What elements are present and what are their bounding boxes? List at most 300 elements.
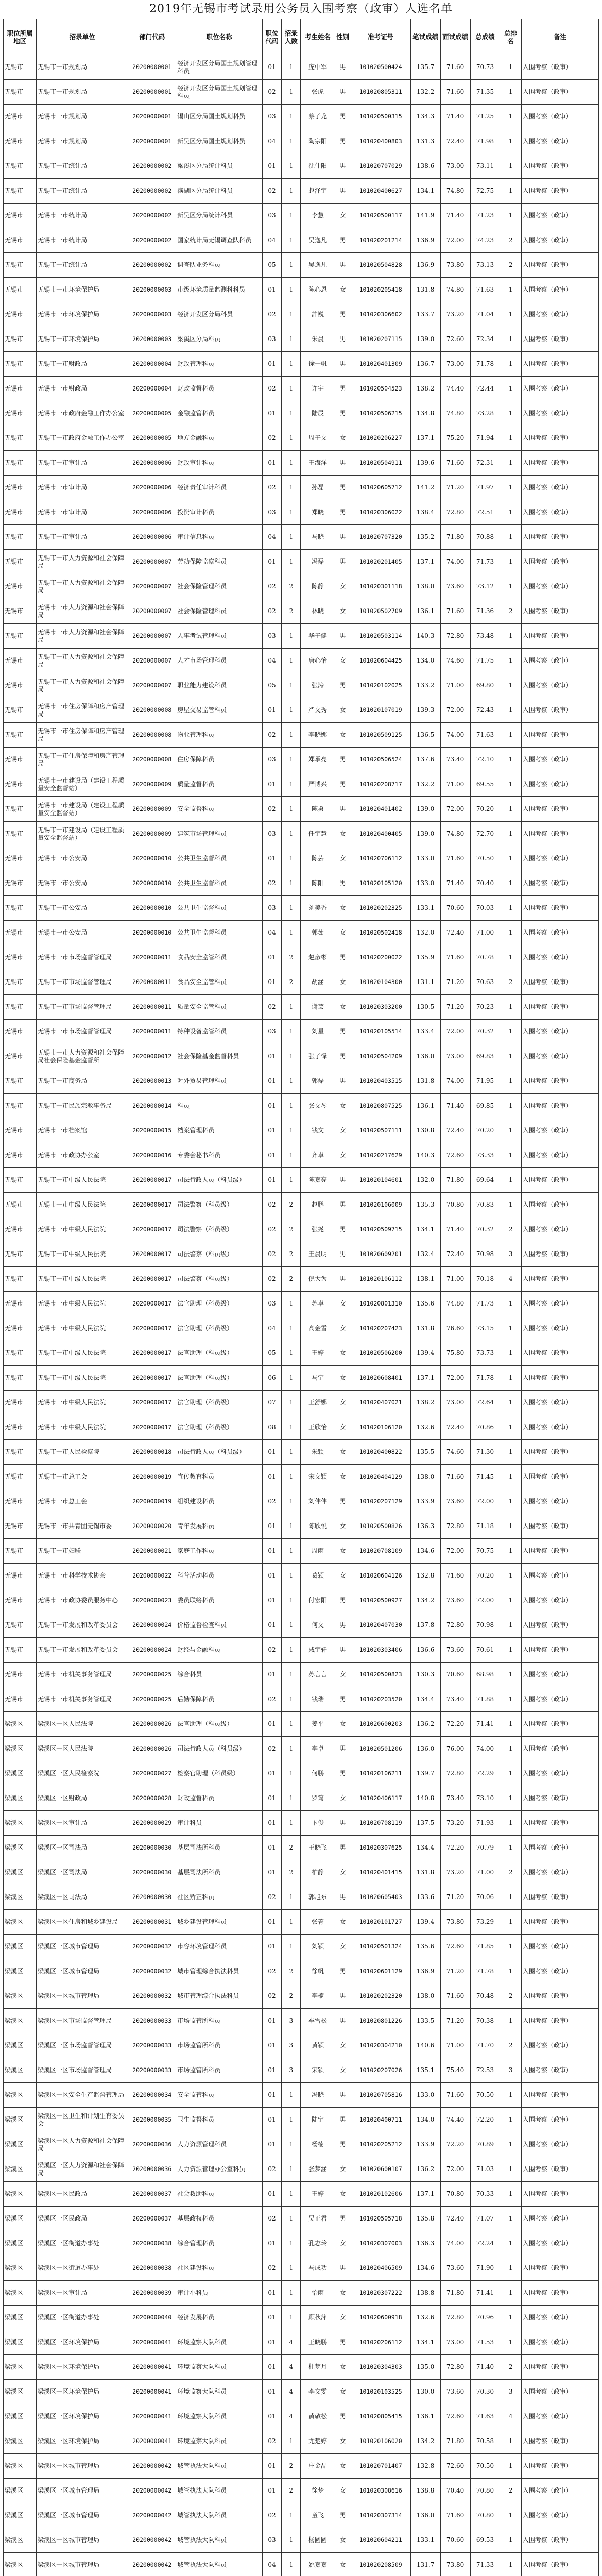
cell-gender: 女	[335, 574, 351, 599]
cell-region: 无锡市	[4, 1267, 37, 1292]
cell-region: 梁溪区	[4, 2553, 37, 2576]
cell-total-score: 69.80	[470, 673, 500, 698]
cell-rank: 1	[500, 1366, 521, 1391]
cell-total-score: 71.25	[470, 105, 500, 129]
cell-region: 无锡市	[4, 278, 37, 302]
cell-exam-id: 101020104300	[351, 970, 410, 995]
cell-dept-code: 20200000042	[128, 2454, 176, 2479]
cell-rank: 1	[500, 2553, 521, 2576]
cell-remark: 入围考察（政审）	[521, 797, 598, 822]
cell-position: 劳动保障监察科员	[176, 550, 263, 574]
cell-name: 罗筠	[301, 1786, 335, 1811]
cell-name: 马宁	[301, 1366, 335, 1391]
cell-remark: 入围考察（政审）	[521, 2132, 598, 2157]
cell-remark: 入围考察（政审）	[521, 970, 598, 995]
cell-name: 朱颖	[301, 1440, 335, 1465]
cell-exam-id: 101020500927	[351, 1588, 410, 1613]
table-row	[4, 1366, 599, 1391]
cell-dept-code: 20200000008	[128, 748, 176, 772]
cell-unit: 梁溪区一区城市管理局	[37, 2553, 128, 2576]
cell-position: 档案管理科员	[176, 1118, 263, 1143]
cell-region: 无锡市	[4, 1069, 37, 1094]
cell-written-score: 134.1	[410, 179, 440, 204]
cell-rank: 1	[500, 1044, 521, 1069]
cell-remark: 入围考察（政审）	[521, 1242, 598, 1267]
cell-gender: 女	[335, 1341, 351, 1366]
cell-unit: 无锡市一市发展和改革委员会	[37, 1613, 128, 1638]
cell-rank: 1	[500, 377, 521, 401]
cell-region: 无锡市	[4, 1020, 37, 1044]
cell-name: 王晓鹏	[301, 2330, 335, 2355]
cell-gender: 女	[335, 1465, 351, 1489]
cell-total-score: 72.31	[470, 451, 500, 476]
table-row	[4, 1118, 599, 1143]
cell-unit: 无锡市一市人力资源和社会保障局	[37, 550, 128, 574]
cell-exam-id: 101020506200	[351, 1341, 410, 1366]
cell-position-code: 01	[262, 55, 281, 80]
cell-gender: 男	[335, 1687, 351, 1712]
cell-rank: 1	[500, 302, 521, 327]
cell-rank: 1	[500, 129, 521, 154]
cell-exam-id: 101020503114	[351, 624, 410, 649]
cell-exam-id: 101020401415	[351, 1860, 410, 1885]
cell-unit: 梁溪区一区街道办事处	[37, 2306, 128, 2330]
cell-exam-id: 101020106120	[351, 1415, 410, 1440]
cell-rank: 1	[500, 673, 521, 698]
cell-region: 无锡市	[4, 797, 37, 822]
cell-interview-score: 73.00	[440, 352, 470, 377]
cell-exam-id: 101020102606	[351, 2182, 410, 2207]
cell-quota: 1	[282, 401, 301, 426]
cell-remark: 入围考察（政审）	[521, 574, 598, 599]
cell-dept-code: 20200000006	[128, 525, 176, 550]
cell-position-code: 03	[262, 204, 281, 228]
cell-remark: 入围考察（政审）	[521, 1712, 598, 1737]
cell-name: 许宇	[301, 377, 335, 401]
cell-written-score: 134.4	[410, 1836, 440, 1860]
cell-gender: 男	[335, 1811, 351, 1836]
cell-region: 梁溪区	[4, 1860, 37, 1885]
cell-position: 质量监督科员	[176, 772, 263, 797]
cell-dept-code: 20200000010	[128, 921, 176, 945]
table-row	[4, 352, 599, 377]
cell-total-score: 71.41	[470, 1712, 500, 1737]
cell-dept-code: 20200000028	[128, 1786, 176, 1811]
cell-rank: 1	[500, 772, 521, 797]
cell-dept-code: 20200000026	[128, 1712, 176, 1737]
cell-remark: 入围考察（政审）	[521, 1786, 598, 1811]
cell-region: 梁溪区	[4, 2528, 37, 2553]
cell-dept-code: 20200000002	[128, 154, 176, 179]
cell-total-score: 70.80	[470, 2503, 500, 2528]
cell-total-score: 69.64	[470, 1168, 500, 1193]
cell-region: 梁溪区	[4, 2108, 37, 2132]
cell-dept-code: 20200000036	[128, 2132, 176, 2157]
cell-gender: 男	[335, 55, 351, 80]
cell-rank: 1	[500, 1465, 521, 1489]
cell-rank: 1	[500, 1663, 521, 1687]
cell-unit: 梁溪区一区城市管理局	[37, 1935, 128, 1959]
cell-position-code: 01	[262, 970, 281, 995]
cell-written-score: 139.4	[410, 1910, 440, 1935]
cell-rank: 1	[500, 723, 521, 748]
cell-unit: 梁溪区一区环境保护局	[37, 2429, 128, 2454]
cell-region: 梁溪区	[4, 2404, 37, 2429]
cell-gender: 男	[335, 2503, 351, 2528]
cell-dept-code: 20200000013	[128, 1069, 176, 1094]
cell-unit: 无锡市一市统计局	[37, 228, 128, 253]
cell-interview-score: 76.00	[440, 1737, 470, 1761]
cell-gender: 男	[335, 2108, 351, 2132]
cell-unit: 无锡市一市政协委员服务中心	[37, 1588, 128, 1613]
cell-dept-code: 20200000042	[128, 2479, 176, 2503]
cell-exam-id: 101020707029	[351, 154, 410, 179]
cell-remark: 入围考察（政审）	[521, 204, 598, 228]
cell-remark: 入围考察（政审）	[521, 179, 598, 204]
cell-total-score: 72.70	[470, 822, 500, 846]
cell-region: 无锡市	[4, 921, 37, 945]
cell-gender: 男	[335, 2083, 351, 2108]
cell-total-score: 71.75	[470, 649, 500, 673]
cell-dept-code: 20200000012	[128, 1044, 176, 1069]
cell-name: 刘星	[301, 1020, 335, 1044]
cell-quota: 1	[282, 2182, 301, 2207]
cell-rank: 2	[500, 2355, 521, 2380]
cell-gender: 男	[335, 1193, 351, 1217]
cell-total-score: 71.40	[470, 2355, 500, 2380]
cell-region: 梁溪区	[4, 2355, 37, 2380]
cell-remark: 入围考察（政审）	[521, 1663, 598, 1687]
cell-position-code: 03	[262, 822, 281, 846]
cell-rank: 1	[500, 1712, 521, 1737]
table-row	[4, 1935, 599, 1959]
table-row	[4, 129, 599, 154]
cell-position: 价格监督检查科员	[176, 1613, 263, 1638]
cell-rank: 1	[500, 179, 521, 204]
cell-region: 无锡市	[4, 550, 37, 574]
cell-exam-id: 101020107019	[351, 698, 410, 723]
cell-rank: 1	[500, 327, 521, 352]
cell-dept-code: 20200000041	[128, 2404, 176, 2429]
cell-region: 无锡市	[4, 995, 37, 1020]
cell-position-code: 01	[262, 2132, 281, 2157]
cell-position-code: 01	[262, 846, 281, 871]
cell-position-code: 01	[262, 1143, 281, 1168]
cell-remark: 入围考察（政审）	[521, 1168, 598, 1193]
table-row	[4, 426, 599, 451]
cell-written-score: 136.0	[410, 1737, 440, 1761]
cell-position-code: 01	[262, 1712, 281, 1737]
cell-name: 李晓娜	[301, 723, 335, 748]
cell-remark: 入围考察（政审）	[521, 377, 598, 401]
cell-gender: 女	[335, 1440, 351, 1465]
cell-interview-score: 74.00	[440, 1069, 470, 1094]
cell-exam-id: 101020303200	[351, 995, 410, 1020]
cell-exam-id: 101020304210	[351, 2033, 410, 2058]
cell-total-score: 71.98	[470, 129, 500, 154]
cell-interview-score: 72.80	[440, 2355, 470, 2380]
cell-written-score: 138.6	[410, 154, 440, 179]
table-row	[4, 1440, 599, 1465]
cell-unit: 梁溪区一区市场监督管理局	[37, 2009, 128, 2033]
cell-position: 组织建设科员	[176, 1489, 263, 1514]
cell-interview-score: 73.20	[440, 1860, 470, 1885]
cell-interview-score: 72.00	[440, 698, 470, 723]
cell-interview-score: 76.60	[440, 1316, 470, 1341]
cell-remark: 入围考察（政审）	[521, 599, 598, 624]
cell-total-score: 70.63	[470, 970, 500, 995]
cell-rank: 1	[500, 2528, 521, 2553]
cell-region: 梁溪区	[4, 2207, 37, 2231]
cell-region: 梁溪区	[4, 2281, 37, 2306]
cell-position: 对外贸易管理科员	[176, 1069, 263, 1094]
cell-dept-code: 20200000004	[128, 377, 176, 401]
cell-region: 无锡市	[4, 723, 37, 748]
cell-unit: 无锡市一市中级人民法院	[37, 1391, 128, 1415]
table-row	[4, 1514, 599, 1539]
cell-region: 无锡市	[4, 1465, 37, 1489]
cell-region: 梁溪区	[4, 1737, 37, 1761]
cell-remark: 入围考察（政审）	[521, 1440, 598, 1465]
cell-name: 任宇慧	[301, 822, 335, 846]
cell-position-code: 08	[262, 1415, 281, 1440]
cell-dept-code: 20200000011	[128, 995, 176, 1020]
cell-quota: 4	[282, 2330, 301, 2355]
table-row	[4, 476, 599, 500]
cell-total-score: 70.98	[470, 1613, 500, 1638]
cell-region: 无锡市	[4, 179, 37, 204]
cell-name: 陈阳	[301, 871, 335, 896]
cell-position: 环境监察大队科员	[176, 2330, 263, 2355]
cell-region: 无锡市	[4, 401, 37, 426]
cell-written-score: 136.3	[410, 2231, 440, 2256]
cell-gender: 男	[335, 179, 351, 204]
cell-written-score: 136.2	[410, 1712, 440, 1737]
cell-name: 华子健	[301, 624, 335, 649]
cell-position: 特种设备监管科员	[176, 1020, 263, 1044]
table-row	[4, 2380, 599, 2404]
cell-exam-id: 101020506215	[351, 401, 410, 426]
cell-total-score: 71.18	[470, 1514, 500, 1539]
table-row	[4, 1489, 599, 1514]
cell-gender: 女	[335, 2033, 351, 2058]
cell-region: 无锡市	[4, 1687, 37, 1712]
cell-total-score: 71.04	[470, 302, 500, 327]
cell-position: 司法行政人员（科员级）	[176, 1440, 263, 1465]
table-row	[4, 1020, 599, 1044]
cell-position: 城市管理综合执法科员	[176, 1959, 263, 1984]
cell-exam-id: 101020807525	[351, 1094, 410, 1118]
cell-position: 环境监察大队科员	[176, 2380, 263, 2404]
cell-name: 刘伟伟	[301, 1489, 335, 1514]
cell-name: 赵鹏	[301, 1193, 335, 1217]
cell-total-score: 70.50	[470, 2083, 500, 2108]
cell-unit: 梁溪区一区卫生和计划生育委员会	[37, 2108, 128, 2132]
cell-written-score: 137.6	[410, 748, 440, 772]
cell-position-code: 01	[262, 2281, 281, 2306]
cell-total-score: 71.03	[470, 2157, 500, 2182]
cell-position-code: 01	[262, 1465, 281, 1489]
cell-remark: 入围考察（政审）	[521, 871, 598, 896]
cell-total-score: 70.06	[470, 1885, 500, 1910]
cell-name: 杜梦月	[301, 2355, 335, 2380]
cell-exam-id: 101020608401	[351, 1366, 410, 1391]
cell-position-code: 02	[262, 1638, 281, 1663]
cell-quota: 1	[282, 1564, 301, 1588]
cell-quota: 1	[282, 1094, 301, 1118]
cell-exam-id: 101020106112	[351, 1267, 410, 1292]
cell-interview-score: 73.60	[440, 1638, 470, 1663]
cell-remark: 入围考察（政审）	[521, 451, 598, 476]
cell-dept-code: 20200000008	[128, 723, 176, 748]
cell-rank: 1	[500, 1613, 521, 1638]
cell-remark: 入围考察（政审）	[521, 1391, 598, 1415]
cell-position: 社会保险管理科员	[176, 574, 263, 599]
cell-unit: 无锡市一市机关事务管理局	[37, 1663, 128, 1687]
cell-total-score: 70.40	[470, 871, 500, 896]
table-row	[4, 327, 599, 352]
cell-unit: 无锡市一市统计局	[37, 253, 128, 278]
cell-remark: 入围考察（政审）	[521, 2231, 598, 2256]
cell-unit: 无锡市一市市场监督管理局	[37, 1020, 128, 1044]
cell-position-code: 03	[262, 2528, 281, 2553]
cell-rank: 1	[500, 2256, 521, 2281]
cell-name: 林晓	[301, 599, 335, 624]
cell-exam-id: 101020504209	[351, 1044, 410, 1069]
header-name: 考生姓名	[301, 19, 335, 55]
cell-name: 陆宇	[301, 2108, 335, 2132]
cell-position-code: 02	[262, 1489, 281, 1514]
cell-gender: 男	[335, 1242, 351, 1267]
cell-name: 苏卓	[301, 1292, 335, 1316]
table-row	[4, 1564, 599, 1588]
table-row	[4, 1910, 599, 1935]
cell-unit: 无锡市一市档案馆	[37, 1118, 128, 1143]
cell-interview-score: 71.80	[440, 2429, 470, 2454]
cell-gender: 女	[335, 649, 351, 673]
cell-written-score: 134.0	[410, 649, 440, 673]
cell-remark: 入围考察（政审）	[521, 723, 598, 748]
cell-interview-score: 73.60	[440, 574, 470, 599]
cell-interview-score: 71.60	[440, 1564, 470, 1588]
cell-quota: 1	[282, 1613, 301, 1638]
cell-quota: 1	[282, 2256, 301, 2281]
cell-name: 王海洋	[301, 451, 335, 476]
cell-unit: 梁溪区一区人民法院	[37, 1737, 128, 1761]
cell-unit: 无锡市一市规划局	[37, 105, 128, 129]
cell-quota: 1	[282, 1712, 301, 1737]
table-row	[4, 154, 599, 179]
cell-gender: 男	[335, 451, 351, 476]
cell-interview-score: 73.80	[440, 253, 470, 278]
cell-position: 法官助理（科员级）	[176, 1316, 263, 1341]
cell-quota: 2	[282, 1984, 301, 2009]
cell-position-code: 02	[262, 1737, 281, 1761]
cell-rank: 1	[500, 2330, 521, 2355]
cell-remark: 入围考察（政审）	[521, 253, 598, 278]
cell-quota: 1	[282, 2553, 301, 2576]
cell-unit: 无锡市一市建设局（建设工程质量安全监督站）	[37, 772, 128, 797]
cell-gender: 男	[335, 945, 351, 970]
cell-interview-score: 72.20	[440, 1836, 470, 1860]
cell-region: 无锡市	[4, 1638, 37, 1663]
cell-interview-score: 72.80	[440, 1514, 470, 1539]
cell-dept-code: 20200000003	[128, 302, 176, 327]
cell-total-score: 71.95	[470, 1069, 500, 1094]
cell-rank: 1	[500, 1193, 521, 1217]
cell-gender: 女	[335, 1786, 351, 1811]
cell-quota: 1	[282, 2281, 301, 2306]
cell-region: 梁溪区	[4, 2256, 37, 2281]
cell-interview-score: 73.60	[440, 1489, 470, 1514]
cell-rank: 1	[500, 846, 521, 871]
table-row	[4, 1316, 599, 1341]
cell-remark: 入围考察（政审）	[521, 278, 598, 302]
cell-exam-id: 101020217629	[351, 1143, 410, 1168]
table-row	[4, 1712, 599, 1737]
header-rank: 总排名	[500, 19, 521, 55]
cell-written-score: 132.8	[410, 1564, 440, 1588]
cell-region: 梁溪区	[4, 2182, 37, 2207]
cell-written-score: 135.6	[410, 1935, 440, 1959]
cell-dept-code: 20200000017	[128, 1316, 176, 1341]
cell-written-score: 134.8	[410, 401, 440, 426]
cell-exam-id: 101020502418	[351, 921, 410, 945]
cell-written-score: 134.3	[410, 105, 440, 129]
cell-exam-id: 101020308616	[351, 2479, 410, 2503]
cell-position-code: 01	[262, 1514, 281, 1539]
cell-dept-code: 20200000001	[128, 80, 176, 105]
cell-interview-score: 72.40	[440, 1118, 470, 1143]
cell-gender: 男	[335, 1737, 351, 1761]
cell-gender: 男	[335, 2009, 351, 2033]
cell-rank: 1	[500, 1415, 521, 1440]
cell-rank: 1	[500, 1069, 521, 1094]
cell-rank: 1	[500, 525, 521, 550]
cell-position-code: 01	[262, 772, 281, 797]
cell-total-score: 72.24	[470, 2231, 500, 2256]
cell-rank: 1	[500, 2281, 521, 2306]
table-row	[4, 1465, 599, 1489]
cell-position-code: 01	[262, 1910, 281, 1935]
cell-position-code: 03	[262, 624, 281, 649]
cell-rank: 1	[500, 2207, 521, 2231]
table-row	[4, 1044, 599, 1069]
cell-quota: 1	[282, 1316, 301, 1341]
cell-written-score: 137.1	[410, 2182, 440, 2207]
cell-quota: 1	[282, 797, 301, 822]
cell-name: 陆辰	[301, 401, 335, 426]
cell-region: 无锡市	[4, 302, 37, 327]
cell-interview-score: 70.60	[440, 1663, 470, 1687]
cell-exam-id: 101020105514	[351, 1020, 410, 1044]
cell-name: 张菁	[301, 1910, 335, 1935]
cell-gender: 女	[335, 1391, 351, 1415]
cell-unit: 无锡市一市建设局（建设工程质量安全监督站）	[37, 822, 128, 846]
cell-interview-score: 74.00	[440, 723, 470, 748]
cell-interview-score: 71.40	[440, 105, 470, 129]
cell-position: 家庭工作科员	[176, 1539, 263, 1564]
cell-quota: 1	[282, 1118, 301, 1143]
cell-written-score: 141.2	[410, 476, 440, 500]
cell-unit: 梁溪区一区民政局	[37, 2207, 128, 2231]
header-exam-id: 准考证号	[351, 19, 410, 55]
cell-region: 梁溪区	[4, 2157, 37, 2182]
cell-position-code: 02	[262, 1193, 281, 1217]
cell-gender: 男	[335, 154, 351, 179]
cell-unit: 无锡市一市环境保护局	[37, 302, 128, 327]
cell-rank: 1	[500, 574, 521, 599]
